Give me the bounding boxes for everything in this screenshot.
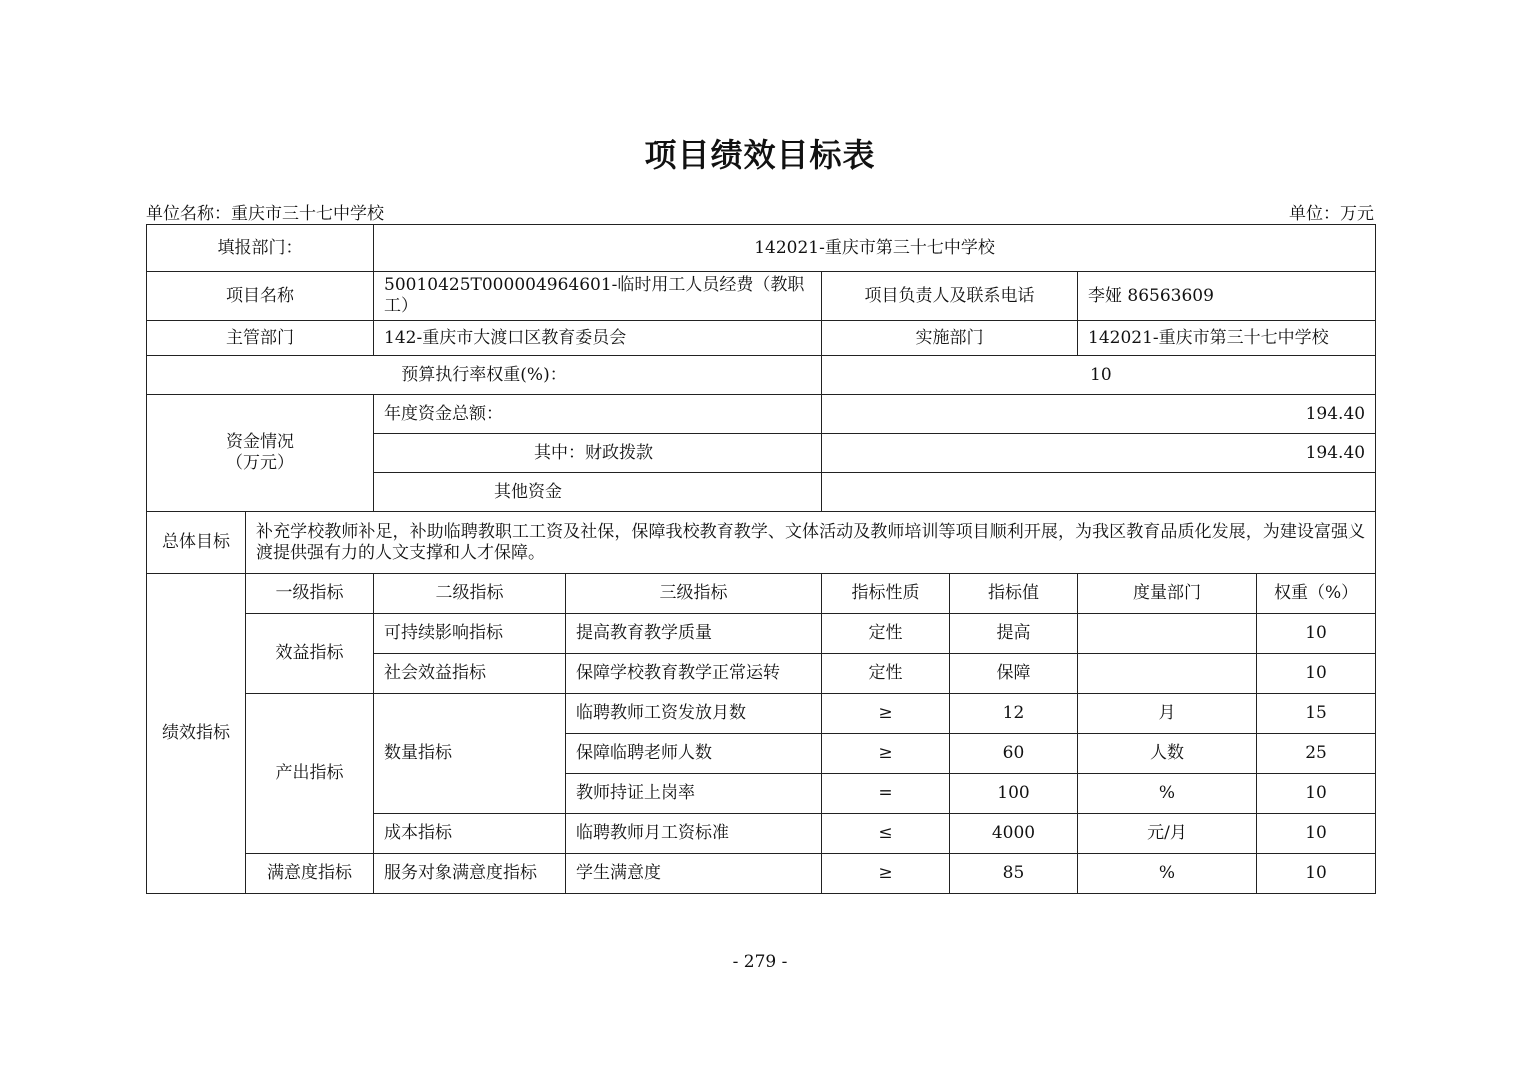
budget-weight-row (147, 356, 1376, 395)
weight-cell: 10 (1257, 774, 1376, 814)
leader-label: 项目负责人及联系电话 (822, 272, 1078, 321)
fill-dept-label: 填报部门： (147, 225, 374, 272)
impl-value: 142021-重庆市第三十七中学校 (1078, 321, 1376, 356)
funds-label (147, 395, 374, 512)
value-cell: 保障 (950, 654, 1078, 694)
nature-cell: ≥ (822, 854, 950, 894)
funds-label-line2: （万元） (226, 453, 294, 473)
leader-value: 李娅 86563609 (1078, 272, 1376, 321)
level2-service: 服务对象满意度指标 (374, 854, 566, 894)
level3-cell: 学生满意度 (566, 854, 822, 894)
indicator-label: 绩效指标 (147, 574, 246, 894)
department-row (147, 321, 1376, 356)
level3-cell: 临聘教师工资发放月数 (566, 694, 822, 734)
level3-cell: 提高教育教学质量 (566, 614, 822, 654)
currency-unit: 单位：万元 (1289, 204, 1374, 224)
value-cell: 12 (950, 694, 1078, 734)
nature-cell: ≥ (822, 694, 950, 734)
goal-text: 补充学校教师补足，补助临聘教职工工资及社保，保障我校教育教学、文体活动及教师培训等项目顺利开展，为我区教育品质化发展，为建设富强义渡提供强有力的人文支撑和人才保障。 (246, 512, 1376, 574)
goal-row (147, 512, 1376, 574)
unit-name: 单位名称：重庆市三十七中学校 (146, 204, 384, 224)
table-row (147, 614, 1376, 654)
value-cell: 4000 (950, 814, 1078, 854)
project-name-value: 50010425T000004964601-临时用工人员经费（教职工） (374, 272, 822, 321)
level3-cell: 保障临聘老师人数 (566, 734, 822, 774)
supervisor-label: 主管部门 (147, 321, 374, 356)
weight-cell: 10 (1257, 814, 1376, 854)
budget-weight-value: 10 (822, 356, 1376, 395)
unit-cell: 人数 (1078, 734, 1257, 774)
header-unit: 度量部门 (1078, 574, 1257, 614)
value-cell: 85 (950, 854, 1078, 894)
unit-cell: 月 (1078, 694, 1257, 734)
level3-cell: 临聘教师月工资标准 (566, 814, 822, 854)
unit-cell: % (1078, 854, 1257, 894)
funds-fiscal-value: 194.40 (822, 434, 1376, 473)
level2-cost: 成本指标 (374, 814, 566, 854)
value-cell: 60 (950, 734, 1078, 774)
weight-cell: 15 (1257, 694, 1376, 734)
funds-total-row (147, 395, 1376, 434)
level2-social: 社会效益指标 (374, 654, 566, 694)
weight-cell: 10 (1257, 614, 1376, 654)
table-row (147, 854, 1376, 894)
level2-quantity: 数量指标 (374, 694, 566, 814)
weight-cell: 10 (1257, 654, 1376, 694)
funds-total-label: 年度资金总额： (374, 395, 822, 434)
header-value: 指标值 (950, 574, 1078, 614)
level3-cell: 保障学校教育教学正常运转 (566, 654, 822, 694)
supervisor-value: 142-重庆市大渡口区教育委员会 (374, 321, 822, 356)
indicator-header-row (147, 574, 1376, 614)
unit-cell: 元/月 (1078, 814, 1257, 854)
weight-cell: 10 (1257, 854, 1376, 894)
unit-cell (1078, 654, 1257, 694)
funds-other-label: 其他资金 (374, 473, 822, 512)
header-level3: 三级指标 (566, 574, 822, 614)
nature-cell: ≥ (822, 734, 950, 774)
value-cell: 100 (950, 774, 1078, 814)
unit-cell: % (1078, 774, 1257, 814)
header-level2: 二级指标 (374, 574, 566, 614)
project-name-row (147, 272, 1376, 321)
funds-total-value: 194.40 (822, 395, 1376, 434)
nature-cell: ≤ (822, 814, 950, 854)
project-name-label: 项目名称 (147, 272, 374, 321)
level3-cell: 教师持证上岗率 (566, 774, 822, 814)
weight-cell: 25 (1257, 734, 1376, 774)
performance-table (146, 224, 1376, 894)
funds-label-line1: 资金情况 (226, 432, 294, 452)
header-level1: 一级指标 (246, 574, 374, 614)
nature-cell: = (822, 774, 950, 814)
goal-label: 总体目标 (147, 512, 246, 574)
fill-dept-row (147, 225, 1376, 272)
header-nature: 指标性质 (822, 574, 950, 614)
nature-cell: 定性 (822, 614, 950, 654)
level1-benefit: 效益指标 (246, 614, 374, 694)
funds-other-value (822, 473, 1376, 512)
table-row (147, 694, 1376, 734)
level1-satisfaction: 满意度指标 (246, 854, 374, 894)
nature-cell: 定性 (822, 654, 950, 694)
document-title: 项目绩效目标表 (644, 136, 876, 174)
budget-weight-label: 预算执行率权重(%)： (147, 356, 822, 395)
level1-output: 产出指标 (246, 694, 374, 854)
funds-fiscal-label: 其中：财政拨款 (374, 434, 822, 473)
impl-label: 实施部门 (822, 321, 1078, 356)
level2-sustain: 可持续影响指标 (374, 614, 566, 654)
fill-dept-value: 142021-重庆市第三十七中学校 (374, 225, 1376, 272)
unit-cell (1078, 614, 1257, 654)
value-cell: 提高 (950, 614, 1078, 654)
page-number: - 279 - (732, 952, 788, 972)
header-weight: 权重（%） (1257, 574, 1376, 614)
